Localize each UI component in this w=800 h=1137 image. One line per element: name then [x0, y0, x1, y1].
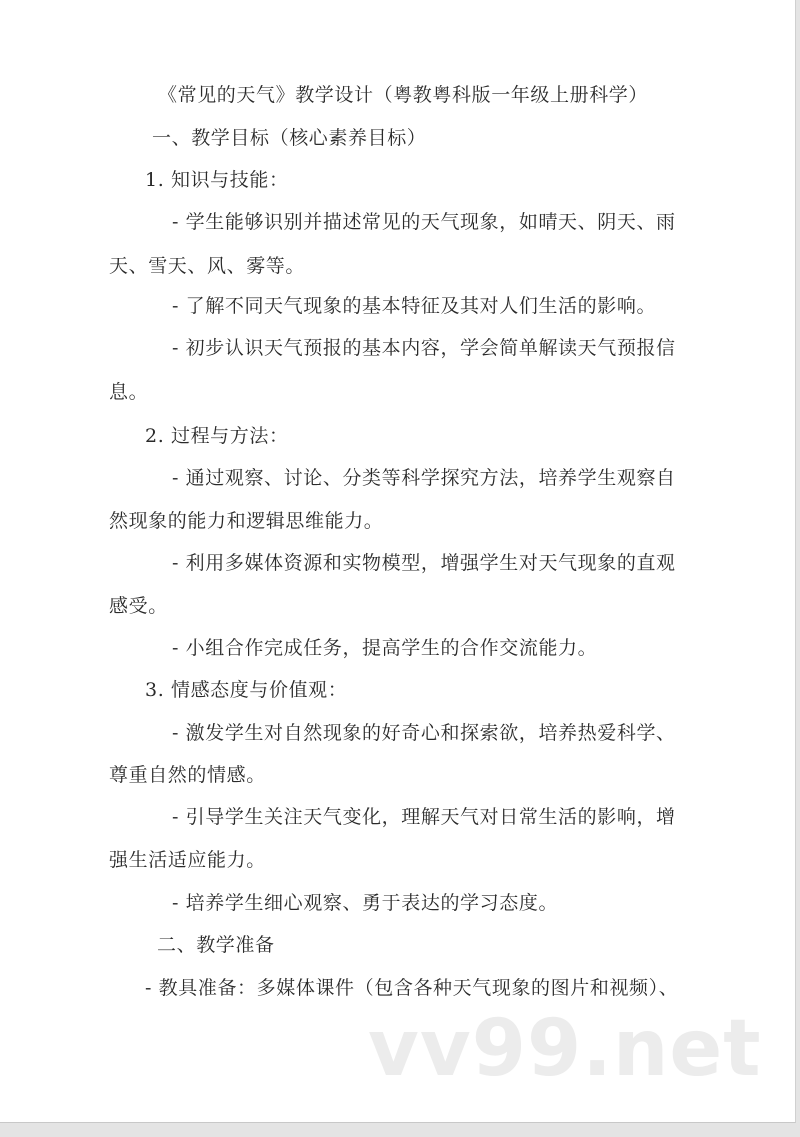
paragraph-line: - 引导学生关注天气变化，理解天气对日常生活的影响，增 — [172, 806, 676, 828]
paragraph-line: - 培养学生细心观察、勇于表达的学习态度。 — [172, 892, 559, 914]
paragraph-line: - 小组合作完成任务，提高学生的合作交流能力。 — [172, 637, 598, 659]
paragraph-line: - 激发学生对自然现象的好奇心和探索欲，培养热爱科学、 — [172, 722, 676, 744]
subsection-heading: 2. 过程与方法： — [145, 425, 289, 447]
document-title: 《常见的天气》教学设计（粤教粤科版一年级上册科学） — [158, 84, 649, 106]
section-heading: 一、教学目标（核心素养目标） — [152, 127, 427, 149]
paragraph-line: 强生活适应能力。 — [109, 849, 266, 871]
paragraph-line: 息。 — [109, 381, 149, 403]
watermark: vv99.net — [368, 1004, 762, 1094]
paragraph-line: - 了解不同天气现象的基本特征及其对人们生活的影响。 — [172, 295, 657, 317]
paragraph-line: 感受。 — [109, 595, 168, 617]
paragraph-line: - 初步认识天气预报的基本内容，学会简单解读天气预报信 — [172, 337, 676, 359]
paragraph-line: - 通过观察、讨论、分类等科学探究方法，培养学生观察自 — [172, 467, 676, 489]
paragraph-line: 然现象的能力和逻辑思维能力。 — [109, 510, 384, 532]
paragraph-line: - 利用多媒体资源和实物模型，增强学生对天气现象的直观 — [172, 552, 676, 574]
paragraph-line: - 学生能够识别并描述常见的天气现象，如晴天、阴天、雨 — [172, 211, 676, 233]
section-heading: 二、教学准备 — [157, 934, 275, 956]
paragraph-line: 天、雪天、风、雾等。 — [109, 255, 306, 277]
subsection-heading: 1. 知识与技能： — [145, 169, 289, 191]
paragraph-line: - 教具准备：多媒体课件（包含各种天气现象的图片和视频）、 — [145, 977, 679, 999]
subsection-heading: 3. 情感态度与价值观： — [145, 679, 348, 701]
paragraph-line: 尊重自然的情感。 — [109, 764, 266, 786]
